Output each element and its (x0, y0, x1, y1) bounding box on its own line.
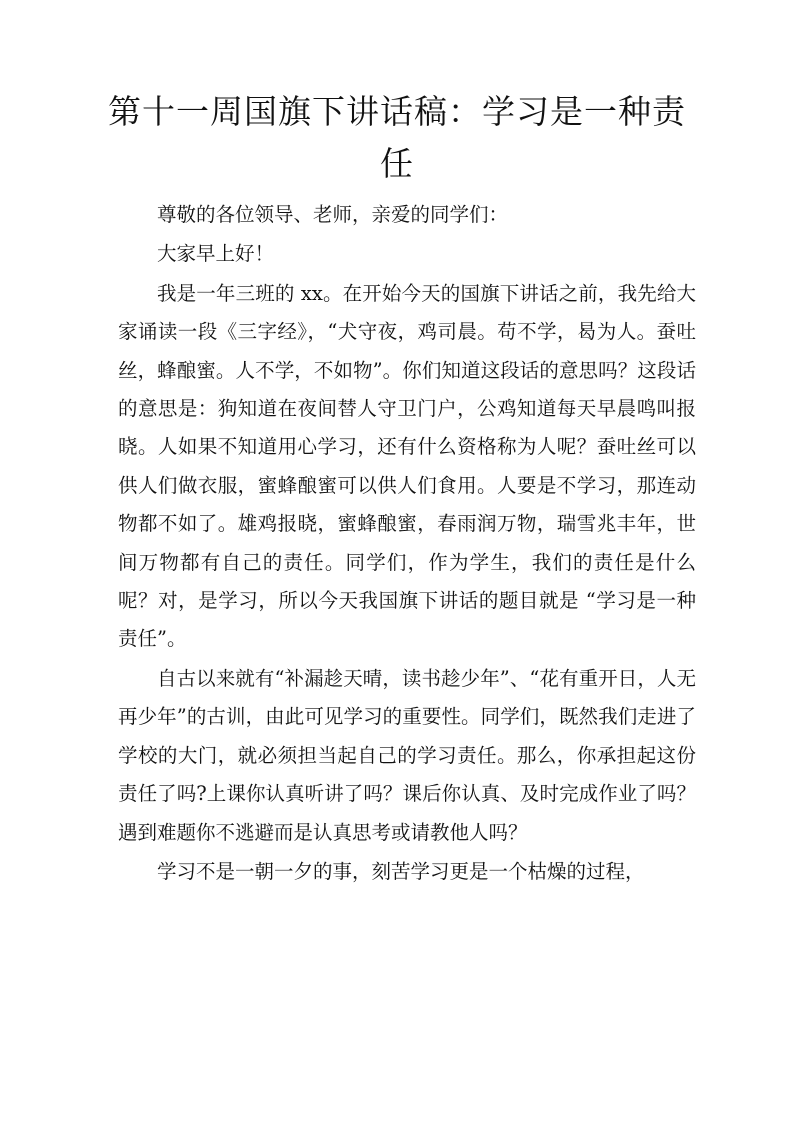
body-paragraph: 自古以来就有“补漏趁天晴，读书趁少年”、“花有重开日，人无再少年”的古训，由此可见学习的重要性。同学们，既然我们走进了学校的大门，就必须担当起自己的学习责任。那么，你承担起这份责任了吗?上课你认真听讲了吗？课后你认真、及时完成作业了吗？遇到难题你不逃避而是认真思考或请教他人吗？ (118, 666, 696, 844)
salutation-paragraph: 尊敬的各位领导、老师，亲爱的同学们： (157, 203, 509, 226)
greeting-paragraph: 大家早上好！ (157, 242, 275, 266)
body-paragraph: 我是一年三班的 xx。在开始今天的国旗下讲话之前，我先给大家诵读一段《三字经》，“犬守夜，鸡司晨。苟不学，曷为人。蚕吐丝，蜂酿蜜。人不学，不如物”。你们知道这段话的意思吗？这段话的意思是：狗知道在夜间替人守卫门户，公鸡知道每天早晨鸣叫报晓。人如果不知道用心学习，还有什么资格称为人呢？蚕吐丝可以供人们做衣服，蜜蜂酿蜜可以供人们食用。人要是不学习，那连动物都不如了。雄鸡报晓，蜜蜂酿蜜，春雨润万物，瑞雪兆丰年，世间万物都有自己的责任。同学们，作为学生，我们的责任是什么呢？对，是学习，所以今天我国旗下讲话的题目就是 “学习是一种责任”。 (118, 281, 696, 651)
document-body (118, 196, 696, 891)
document-title: 第十一周国旗下讲话稿：学习是一种责任 (108, 92, 686, 183)
body-paragraph: 学习不是一朝一夕的事，刻苦学习更是一个枯燥的过程， (157, 859, 645, 883)
